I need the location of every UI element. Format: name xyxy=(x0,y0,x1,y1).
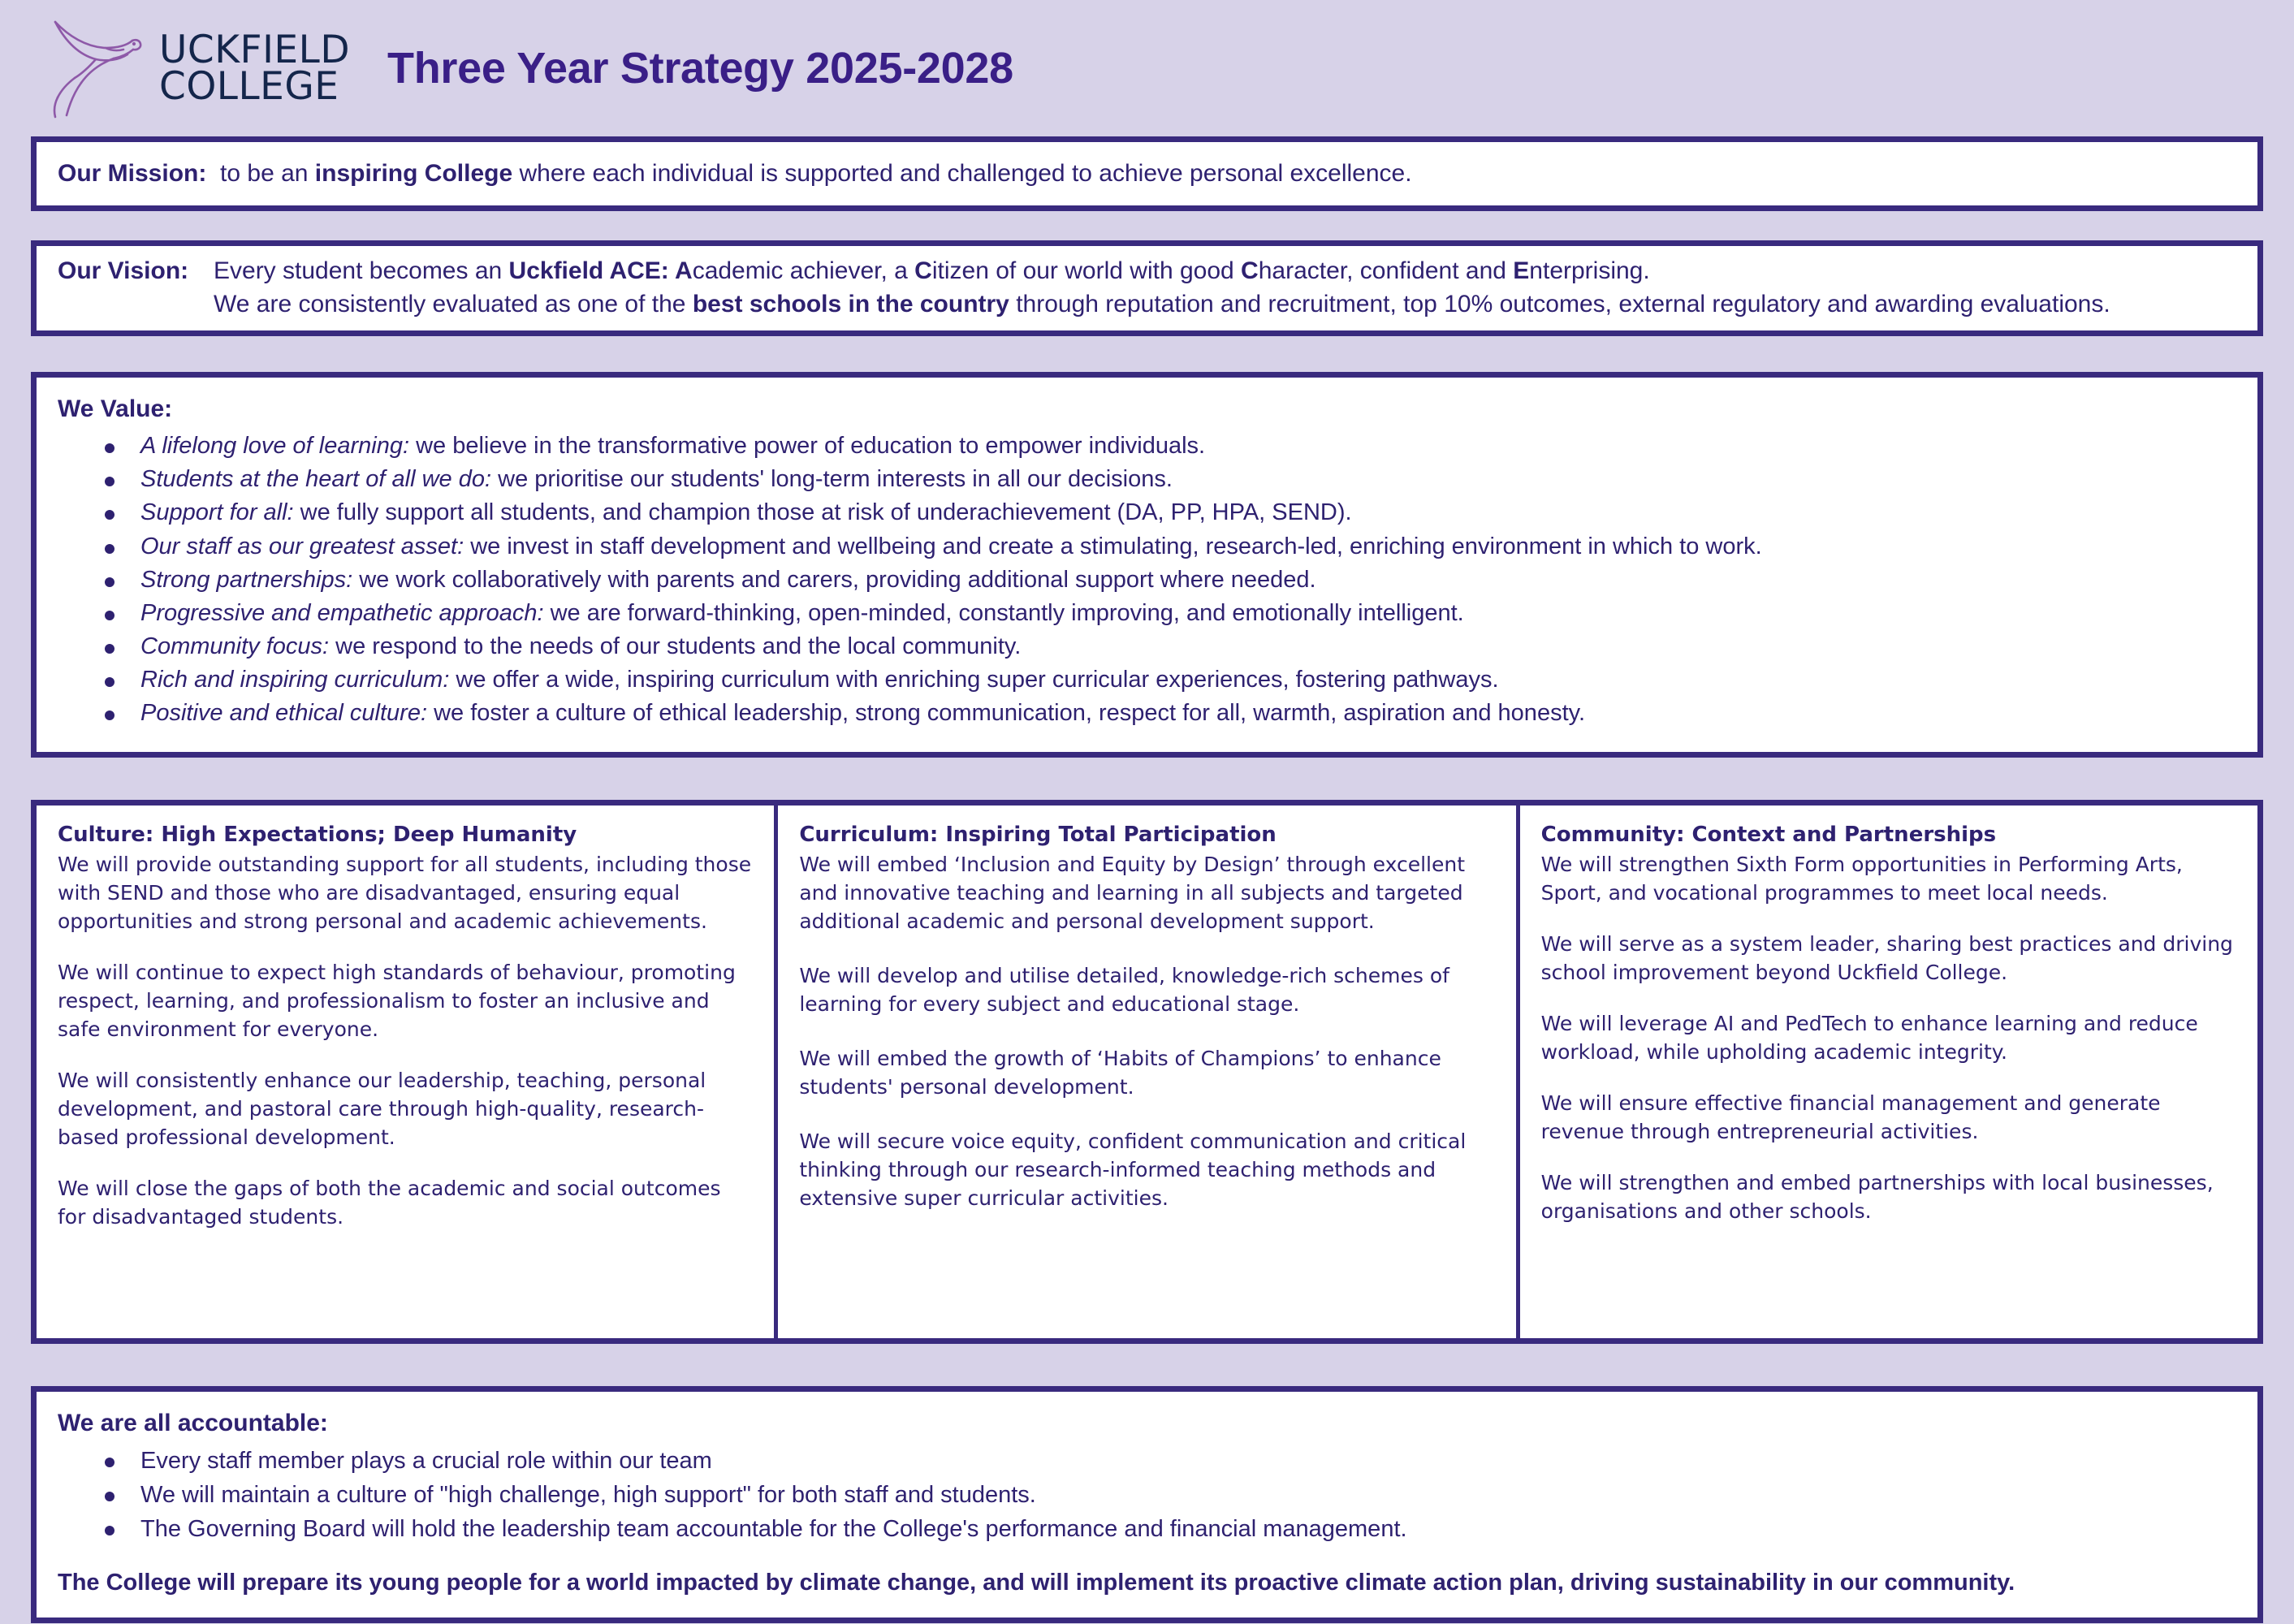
accountable-list xyxy=(58,1444,2238,1547)
value-item xyxy=(58,697,2238,730)
values-box xyxy=(31,372,2263,758)
value-item xyxy=(58,530,2238,564)
pillar-paragraph: We will provide outstanding support for all students, including those with SEND and those who are disadvantaged, ensuring equal opportunities and strong personal and academic achievements. xyxy=(58,852,752,933)
mission-text-bold: inspiring College xyxy=(314,160,513,188)
mission-label: Our Mission: xyxy=(58,160,207,188)
page-header xyxy=(31,0,2263,136)
pillar-paragraph: We will continue to expect high standards of behaviour, promoting respect, learning, and professionalism to foster an inclusive and safe environment for everyone. xyxy=(58,960,736,1041)
vision-box xyxy=(31,240,2263,336)
value-text: we are forward-thinking, open-minded, constantly improving, and emotionally intelligent. xyxy=(543,599,1464,626)
value-item xyxy=(58,463,2238,496)
value-term: Support for all: xyxy=(140,499,294,526)
pillar-paragraph: We will ensure effective financial management and generate revenue through entrepreneurial activities. xyxy=(1540,1091,2161,1143)
value-item xyxy=(58,496,2238,529)
college-logo xyxy=(50,15,350,122)
climate-statement: The College will prepare its young people for a world impacted by climate change, and will implement its proactive climate action plan, driving sustainability in our community. xyxy=(58,1569,2015,1596)
pillar-paragraph: We will embed the growth of ‘Habits of Champions’ to enhance students' personal development. xyxy=(799,1046,1441,1099)
accountable-item: Every staff member plays a crucial role within our team xyxy=(58,1444,2238,1478)
value-item xyxy=(58,630,2238,663)
spacer xyxy=(31,758,2263,800)
logo-wordmark xyxy=(159,27,351,109)
pillar-paragraph: We will secure voice equity, confident communication and critical thinking through our research-informed teaching methods and extensive super curricular activities. xyxy=(799,1129,1467,1210)
pillar-column-2 xyxy=(774,806,1515,1338)
value-text: we invest in staff development and wellbeing and create a stimulating, research-led, enriching environment in which to work. xyxy=(464,533,1762,559)
value-term: Progressive and empathetic approach: xyxy=(140,599,544,626)
values-list xyxy=(58,430,2238,731)
pillar-paragraph: We will strengthen Sixth Form opportunities in Performing Arts, Sport, and vocational programmes to meet local needs. xyxy=(1540,852,2183,905)
value-text: we work collaboratively with parents and carers, providing additional support where needed. xyxy=(352,566,1316,593)
spacer xyxy=(31,336,2263,372)
spacer xyxy=(31,211,2263,240)
pillar-paragraph: We will serve as a system leader, sharing best practices and driving school improvement beyond Uckfield College. xyxy=(1540,931,2233,984)
pillars-box xyxy=(31,800,2263,1344)
value-term: A lifelong love of learning: xyxy=(140,433,410,459)
pillar-paragraph: We will consistently enhance our leadership, teaching, personal development, and pastoral care through high-quality, research-based professional development. xyxy=(58,1068,706,1149)
accountable-box xyxy=(31,1386,2263,1624)
value-text: we fully support all students, and champion those at risk of underachievement (DA, PP, HPA, SEND). xyxy=(293,499,1352,526)
pillar-paragraph: We will embed ‘Inclusion and Equity by Design’ through excellent and innovative teaching and learning in all subjects and targeted additional academic and personal development support. xyxy=(799,852,1466,933)
value-text: we prioritise our students' long-term interests in all our decisions. xyxy=(491,466,1173,493)
value-text: we offer a wide, inspiring curriculum with enriching super curricular experiences, fostering pathways. xyxy=(449,667,1499,693)
spacer xyxy=(31,1344,2263,1386)
value-text: we believe in the transformative power of education to empower individuals. xyxy=(409,433,1206,459)
vision-line-2 xyxy=(58,288,2238,322)
logo-line-1: UCKFIELD xyxy=(159,27,351,72)
value-term: Students at the heart of all we do: xyxy=(140,466,492,493)
pillar-paragraph: We will leverage AI and PedTech to enhance learning and reduce workload, while upholding academic integrity. xyxy=(1540,1011,2198,1064)
accountable-item: We will maintain a culture of "high challenge, high support" for both staff and students. xyxy=(58,1478,2238,1512)
value-term: Community focus: xyxy=(140,633,330,660)
pillar-title: Community: Context and Partnerships xyxy=(1540,822,1997,847)
values-heading: We Value: xyxy=(58,395,173,422)
mission-box xyxy=(31,136,2263,211)
accountable-item: The Governing Board will hold the leadership team accountable for the College's performance and financial management. xyxy=(58,1512,2238,1546)
bird-dove-icon xyxy=(50,15,148,122)
pillar-paragraph: We will develop and utilise detailed, knowledge-rich schemes of learning for every subject and educational stage. xyxy=(799,963,1449,1016)
vision-line-1-text: Every student becomes an Uckfield ACE: Academic achiever, a Citizen of our world with good Character, confident and Enterprising. xyxy=(214,257,1650,285)
mission-line xyxy=(58,158,1412,190)
value-term: Positive and ethical culture: xyxy=(140,700,428,727)
value-text: we foster a culture of ethical leadership, strong communication, respect for all, warmth, aspiration and honesty. xyxy=(427,700,1586,727)
value-item xyxy=(58,597,2238,630)
mission-text-1: to be an xyxy=(220,160,315,188)
pillar-title: Culture: High Expectations; Deep Humanity xyxy=(58,822,577,847)
logo-line-2: COLLEGE xyxy=(159,64,339,109)
vision-label: Our Vision: xyxy=(58,257,189,285)
pillar-column-3 xyxy=(1516,806,2257,1338)
pillar-paragraph: We will strengthen and embed partnerships with local businesses, organisations and other schools. xyxy=(1540,1170,2214,1223)
vision-line-2-text: We are consistently evaluated as one of the best schools in the country through reputation and recruitment, top 10% outcomes, external regulatory and awarding evaluations. xyxy=(214,291,2110,317)
value-text: we respond to the needs of our students and the local community. xyxy=(329,633,1022,660)
pillar-paragraph: We will close the gaps of both the academic and social outcomes for disadvantaged students. xyxy=(58,1176,721,1229)
value-term: Our staff as our greatest asset: xyxy=(140,533,464,559)
value-term: Rich and inspiring curriculum: xyxy=(140,667,450,693)
pillar-title: Curriculum: Inspiring Total Participation xyxy=(799,822,1277,847)
pillar-column-1 xyxy=(37,806,774,1338)
mission-text-2: where each individual is supported and challenged to achieve personal excellence. xyxy=(512,160,1412,188)
accountable-heading: We are all accountable: xyxy=(58,1409,328,1436)
page-title: Three Year Strategy 2025-2028 xyxy=(387,44,1013,93)
value-item xyxy=(58,663,2238,697)
value-item xyxy=(58,430,2238,463)
value-item xyxy=(58,564,2238,597)
value-term: Strong partnerships: xyxy=(140,566,353,593)
vision-label-spacer xyxy=(58,288,214,322)
vision-line-1 xyxy=(58,255,2238,288)
